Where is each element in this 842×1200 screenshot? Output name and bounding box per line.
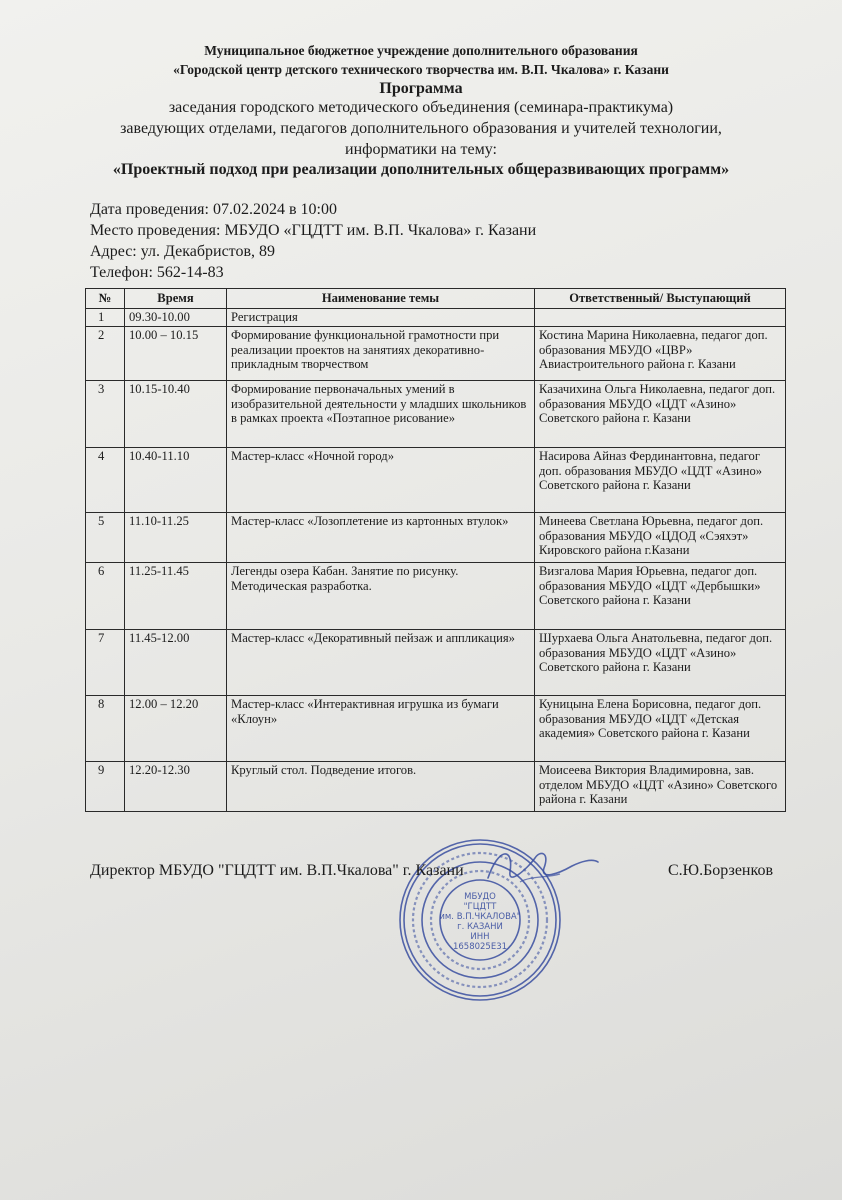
description-line1: заседания городского методического объединения (семинара-практикума) xyxy=(168,99,674,116)
stamp-line4: г. КАЗАНИ xyxy=(457,922,503,932)
row-topic: Мастер-класс «Ночной город» xyxy=(227,447,535,512)
stamp-line3: им. В.П.ЧКАЛОВА" xyxy=(439,912,521,922)
row-topic: Круглый стол. Подведение итогов. xyxy=(227,761,535,811)
header-number: № xyxy=(86,289,125,309)
row-number: 4 xyxy=(86,447,125,512)
row-time: 10.40-11.10 xyxy=(125,447,227,512)
stamp-line2: "ГЦДТТ xyxy=(463,902,497,912)
row-number: 3 xyxy=(86,380,125,447)
description-line2: заведующих отделами, педагогов дополнительного образования и учителей технологии, xyxy=(120,120,722,137)
stamp-line6: 1658025E31 xyxy=(452,942,508,952)
row-number: 1 xyxy=(86,309,125,327)
description-line3: информатики на тему: xyxy=(345,141,497,158)
row-speaker: Шурхаева Ольга Анатольевна, педагог доп. образования МБУДО «ЦДТ «Азино» Советского района г. Казани xyxy=(535,629,786,695)
row-speaker: Насирова Айназ Фердинантовна, педагог доп. образования МБУДО «ЦДТ «Азино» Советского района г. Казани xyxy=(535,447,786,512)
row-speaker xyxy=(535,309,786,327)
header-speaker: Ответственный/ Выступающий xyxy=(535,289,786,309)
row-topic: Мастер-класс «Интерактивная игрушка из бумаги «Клоун» xyxy=(227,695,535,761)
row-speaker: Казачихина Ольга Николаевна, педагог доп. образования МБУДО «ЦДТ «Азино» Советского района г. Казани xyxy=(535,380,786,447)
event-address: Адрес: ул. Декабристов, 89 xyxy=(90,243,276,260)
row-number: 6 xyxy=(86,562,125,629)
row-time: 09.30-10.00 xyxy=(125,309,227,327)
table-row xyxy=(86,562,786,629)
program-table xyxy=(85,288,786,812)
table-row xyxy=(86,629,786,695)
event-date: Дата проведения: 07.02.2024 в 10:00 xyxy=(90,201,337,218)
org-name-line2: «Городской центр детского технического творчества им. В.П. Чкалова» г. Казани xyxy=(173,62,669,77)
org-name-line1: Муниципальное бюджетное учреждение дополнительного образования xyxy=(204,43,638,58)
table-row xyxy=(86,309,786,327)
row-topic: Легенды озера Кабан. Занятие по рисунку. Методическая разработка. xyxy=(227,562,535,629)
row-time: 10.00 – 10.15 xyxy=(125,326,227,380)
row-topic: Формирование функциональной грамотности при реализации проектов на занятиях декоративно-прикладным творчеством xyxy=(227,326,535,380)
table-row xyxy=(86,447,786,512)
director-name: С.Ю.Борзенков xyxy=(668,862,773,879)
row-number: 7 xyxy=(86,629,125,695)
row-speaker: Костина Марина Николаевна, педагог доп. образования МБУДО «ЦВР» Авиастроительного района г. Казани xyxy=(535,326,786,380)
event-phone: Телефон: 562-14-83 xyxy=(90,264,224,281)
header-topic: Наименование темы xyxy=(227,289,535,309)
table-row xyxy=(86,380,786,447)
director-position: Директор МБУДО "ГЦДТТ им. В.П.Чкалова" г. Казани xyxy=(90,862,464,879)
table-row xyxy=(86,512,786,562)
header-time: Время xyxy=(125,289,227,309)
row-time: 12.00 – 12.20 xyxy=(125,695,227,761)
row-number: 2 xyxy=(86,326,125,380)
row-speaker: Минеева Светлана Юрьевна, педагог доп. образования МБУДО «ЦДОД «Сэяхэт» Кировского района г.Казани xyxy=(535,512,786,562)
row-topic: Регистрация xyxy=(227,309,535,327)
event-place: Место проведения: МБУДО «ГЦДТТ им. В.П. Чкалова» г. Казани xyxy=(90,222,537,239)
row-number: 8 xyxy=(86,695,125,761)
row-time: 11.25-11.45 xyxy=(125,562,227,629)
row-speaker: Визгалова Мария Юрьевна, педагог доп. образования МБУДО «ЦДТ «Дербышки» Советского района г. Казани xyxy=(535,562,786,629)
row-speaker: Моисеева Виктория Владимировна, зав. отделом МБУДО «ЦДТ «Азино» Советского района г. Казани xyxy=(535,761,786,811)
row-topic: Мастер-класс «Лозоплетение из картонных втулок» xyxy=(227,512,535,562)
document-title: Программа xyxy=(379,80,463,97)
stamp-line5: ИНН xyxy=(470,932,490,942)
table-row xyxy=(86,761,786,811)
signature-scribble xyxy=(480,838,600,898)
row-time: 11.10-11.25 xyxy=(125,512,227,562)
row-speaker: Куницына Елена Борисовна, педагог доп. образования МБУДО «ЦДТ «Детская академия» Советского района г. Казани xyxy=(535,695,786,761)
row-time: 12.20-12.30 xyxy=(125,761,227,811)
table-header-row xyxy=(86,289,786,309)
row-time: 11.45-12.00 xyxy=(125,629,227,695)
row-number: 5 xyxy=(86,512,125,562)
row-number: 9 xyxy=(86,761,125,811)
table-row xyxy=(86,695,786,761)
row-time: 10.15-10.40 xyxy=(125,380,227,447)
row-topic: Формирование первоначальных умений в изобразительной деятельности у младших школьников в рамках проекта «Поэтапное рисование» xyxy=(227,380,535,447)
table-row xyxy=(86,326,786,380)
row-topic: Мастер-класс «Декоративный пейзаж и аппликация» xyxy=(227,629,535,695)
stamp-line1: МБУДО xyxy=(464,892,496,902)
seminar-theme: «Проектный подход при реализации дополнительных общеразвивающих программ» xyxy=(112,161,730,178)
